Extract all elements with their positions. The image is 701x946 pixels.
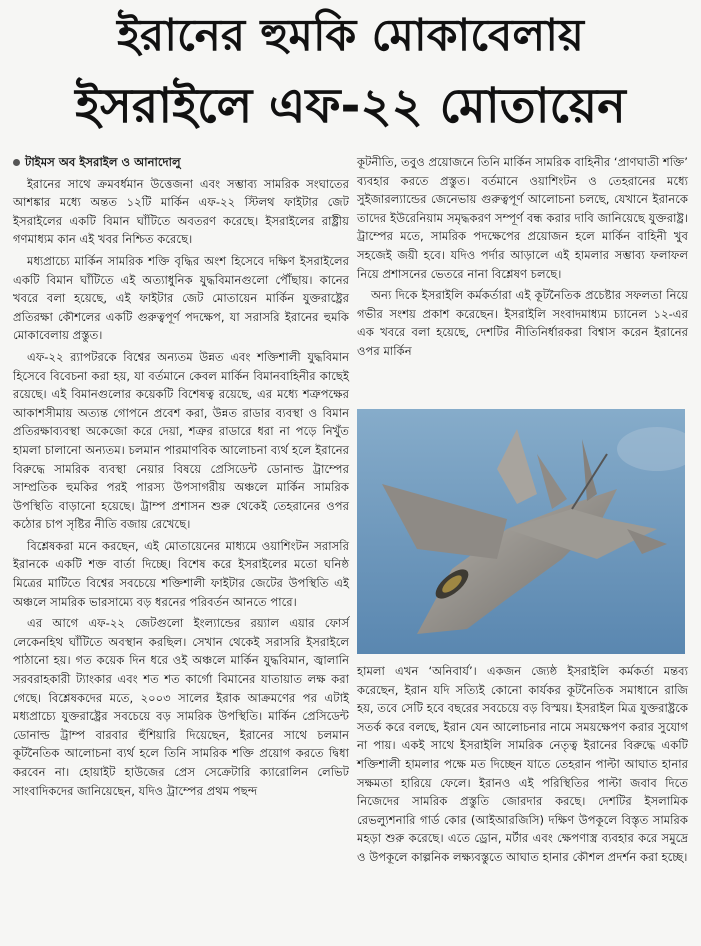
paragraph: বিশ্লেষকরা মনে করছেন, এই মোতায়েনের মাধ্যমে ওয়াশিংটন সরাসরি ইরানকে একটি শক্ত বার্তা দিচ্ছে। বিশেষ করে ইসরাইলের মতো ঘনিষ্ঠ মিত্রের মাটিতে বিশ্বের সবচেয়ে শক্তিশালী ফাইটার জেটের উপস্থিতি এই অঞ্চলে সামরিক ভারসাম্যে বড় ধরনের পরিবর্তন আনতে পারে। [13,538,349,609]
paragraph: ইরানের সাথে ক্রমবর্ধমান উত্তেজনা এবং সম্ভাব্য সামরিক সংঘাতের আশঙ্কার মধ্যে অন্তত ১২টি মার্কিন এফ-২২ স্টিলথ ফাইটার জেট ইসরাইলের একটি বিমান ঘাঁটিতে অবতরণ করেছে। ইসরাইলের রাষ্ট্রীয় গণমাধ্যম কান এই খবর নিশ্চিত করেছে। [13,176,349,247]
bullet-icon [13,159,20,166]
article-right-column-bottom [357,662,688,867]
paragraph: অন্য দিকে ইসরাইলি কর্মকর্তারা এই কূটনৈতিক প্রচেষ্টার সফলতা নিয়ে গভীর সংশয় প্রকাশ করেছেন। ইসরাইলি সংবাদমাধ্যম চ্যানেল ১২-এর এক খবরে বলা হয়েছে, দেশটির নীতিনির্ধারকরা বিশ্বাস করেন ইরানের ওপর মার্কিন [357,288,688,358]
paragraph: হামলা এখন ‘অনিবার্য’। একজন জ্যেষ্ঠ ইসরাইলি কর্মকর্তা মন্তব্য করেছেন, ইরান যদি সত্যিই কোনো কার্যকর কূটনৈতিক সমাধানে রাজি হয়, তবে সেটি হবে বছরের সবচেয়ে বড় বিস্ময়। ইসরাইল মিত্র যুক্তরাষ্ট্রকে সতর্ক করে বলছে, ইরান যেন আলোচনার নামে সময়ক্ষেপণ করার সুযোগ না পায়। একই সাথে ইসরাইলি সামরিক নেতৃত্ব ইরানের বিরুদ্ধে একটি শক্তিশালী হামলার পক্ষে মত দিচ্ছেন যাতে তেহরান পাল্টা আঘাত হানার সক্ষমতা হারিয়ে ফেলে। ইরানও এই পরিস্থিতির পাল্টা জবাব দিতে নিজেদের সামরিক প্রস্তুতি জোরদার করছে। দেশটির ইসলামিক রেভল্যুশনারি গার্ড কোর (আইআরজিসি) দক্ষিণ উপকূলে বিস্তৃত সামরিক মহড়া শুরু করেছে। এতে ড্রোন, মর্টার এবং ক্ষেপণাস্ত্র ব্যবহার করে সমুদ্রে ও উপকূলে কাল্পনিক লক্ষ্যবস্তুতে আঘাত হানার কৌশল প্রদর্শন করা হচ্ছে। [357,664,688,864]
paragraph: কূটনীতি, তবুও প্রয়োজনে তিনি মার্কিন সামরিক বাহিনীর ‘প্রাণঘাতী শক্তি’ ব্যবহার করতে প্রস্তুত। বর্তমানে ওয়াশিংটন ও তেহরানের মধ্যে সুইজারল্যান্ডের জেনেভায় গুরুত্বপূর্ণ আলোচনা চলছে, যেখানে ইরানকে তাদের ইউরেনিয়াম সমৃদ্ধকরণ সম্পূর্ণ বন্ধ করার দাবি জানিয়েছে যুক্তরাষ্ট্র। ট্রাম্পের মতে, সামরিক পদক্ষেপের প্রয়োজন হলে মার্কিন বাহিনী খুব সহজেই জয়ী হবে। যদিও পর্দার আড়ালে এই হামলার সম্ভাব্য ফলাফল নিয়ে প্রশাসনের ভেতরে নানা বিশ্লেষণ চলছে। [357,155,688,281]
paragraph: এর আগে এফ-২২ জেটগুলো ইংল্যান্ডের রয়্যাল এয়ার ফোর্স লেকেনহিথ ঘাঁটিতে অবস্থান করছিল। সেখান থেকেই সরাসরি ইসরাইলে পাঠানো হয়। গত কয়েক দিন ধরে ওই অঞ্চলে মার্কিন যুদ্ধবিমান, জ্বালানি সরবরাহকারী ট্যাংকার এবং শত শত কার্গো বিমানের যাতায়াত লক্ষ করা গেছে। বিশ্লেষকদের মতে, ২০০৩ সালের ইরাক আক্রমণের পর এটাই মধ্যপ্রাচ্যে যুক্তরাষ্ট্রের সবচেয়ে বড় সামরিক উপস্থিতি। মার্কিন প্রেসিডেন্ট ডোনাল্ড ট্রাম্প বারবার হুঁশিয়ারি দিয়েছেন, ইরানের সাথে চলমান কূটনৈতিক আলোচনা ব্যর্থ হলে তিনি সামরিক শক্তি প্রয়োগ করতে দ্বিধা করবেন না। হোয়াইট হাউজের প্রেস সেক্রেটারি ক্যারোলিন লেভিট সাংবাদিকদের জানিয়েছেন, যদিও ট্রাম্পের প্রথম পছন্দ [13,616,349,798]
article-left-column [13,153,349,800]
headline-line-2: ইসরাইলে এফ-২২ মোতায়েন [75,78,626,134]
headline-line-1: ইরানের হুমকি মোকাবেলায় [117,10,584,61]
paragraph: মধ্যপ্রাচ্যে মার্কিন সামরিক শক্তি বৃদ্ধির অংশ হিসেবে দক্ষিণ ইসরাইলের একটি বিমান ঘাঁটিতে এই অত্যাধুনিক যুদ্ধবিমানগুলো পৌঁছায়। কানের খবরে বলা হয়েছে, এই ফাইটার জেট মোতায়েন মার্কিন যুক্তরাষ্ট্রের প্রতিরক্ষা কৌশলের একটি গুরুত্বপূর্ণ পদক্ষেপ, যা সরাসরি ইরানের হুমকি মোকাবেলায় প্রস্তুত। [13,253,349,343]
paragraph: এফ-২২ র‌্যাপটরকে বিশ্বের অন্যতম উন্নত এবং শক্তিশালী যুদ্ধবিমান হিসেবে বিবেচনা করা হয়, যা বর্তমানে কেবল মার্কিন বিমানবাহিনীর কাছেই রয়েছে। এই বিমানগুলোর কয়েকটি বিশেষত্ব রয়েছে, এর মধ্যে শত্রুপক্ষের আকাশসীমায় অত্যন্ত গোপনে প্রবেশ করা, উন্নত রাডার ব্যবস্থা ও বিমান প্রতিরক্ষাব্যবস্থা অকেজো করে দেয়া, শত্রুর রাডারে ধরা না পড়ে নিখুঁত হামলা চালানো অন্যতম। চলমান পারমাণবিক আলোচনা ব্যর্থ হলে ইরানের বিরুদ্ধে সামরিক ব্যবস্থা নেয়ার বিষয়ে প্রেসিডেন্ট ডোনাল্ড ট্রাম্পের সাম্প্রতিক হুমকির পরই পারস্য উপসাগরীয় অঞ্চলে মার্কিন সামরিক উপস্থিতি বাড়ানো হয়েছে। ট্রাম্প প্রশাসন শুরু থেকেই তেহরানের ওপর কঠোর চাপ সৃষ্টির নীতি বজায় রেখেছে। [13,349,349,532]
f22-photo [357,409,685,654]
source-text: টাইমস অব ইসরাইল ও আনাদোলু [25,155,181,169]
jet-illustration [357,409,685,654]
headline [0,0,701,150]
article-right-column-top [357,153,688,361]
source-byline [13,153,349,172]
